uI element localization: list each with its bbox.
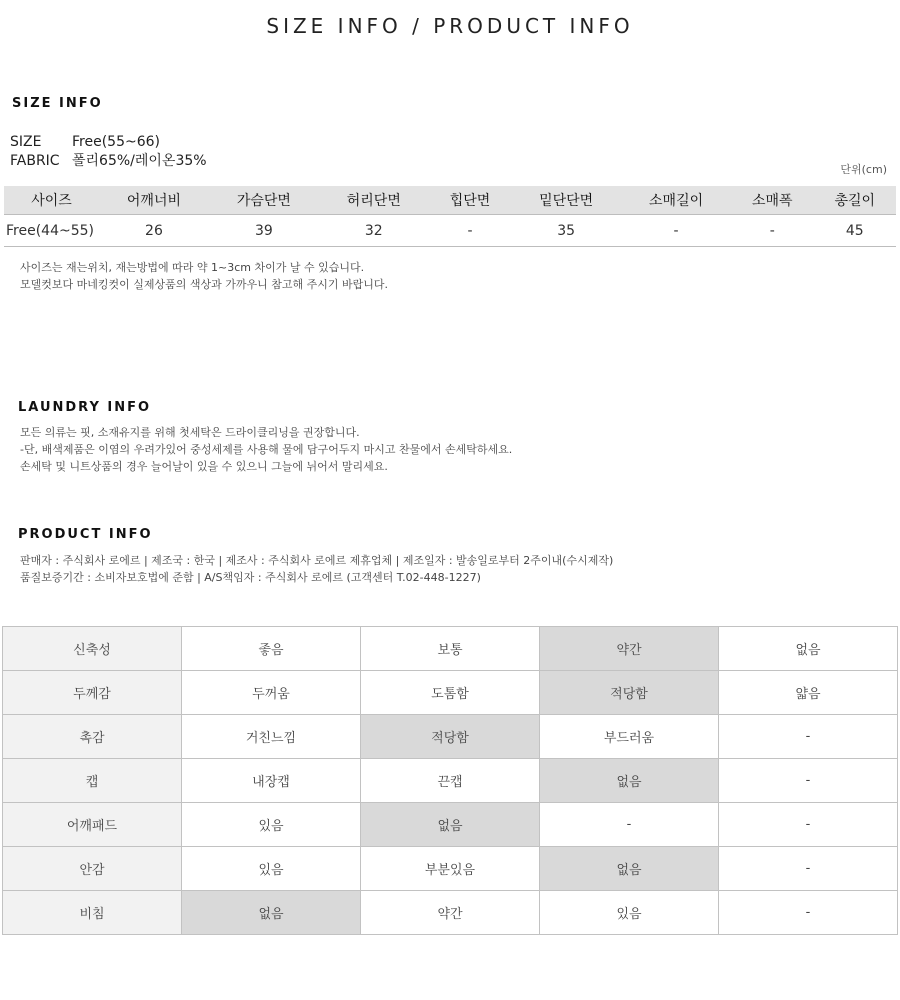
- attribute-name: 비침: [3, 891, 182, 935]
- header-cell: 허리단면: [319, 186, 429, 215]
- table-cell: 26: [99, 215, 209, 247]
- attribute-option: -: [540, 803, 719, 847]
- table-cell: -: [731, 215, 813, 247]
- header-cell: 밑단단면: [511, 186, 621, 215]
- attribute-name: 캡: [3, 759, 182, 803]
- unit-label: 단위(cm): [840, 163, 887, 176]
- product-line: 품질보증기간 : 소비자보호법에 준함 | A/S책임자 : 주식회사 로에르 (고객센터 T.02-448-1227): [20, 571, 481, 584]
- size-value: Free(55~66): [72, 134, 160, 150]
- attribute-row: [3, 803, 898, 847]
- attribute-row: [3, 847, 898, 891]
- attribute-option: 없음: [719, 627, 898, 671]
- attribute-option-selected: 약간: [540, 627, 719, 671]
- header-cell: 소매폭: [731, 186, 813, 215]
- attribute-option: -: [719, 891, 898, 935]
- attribute-option: 거친느낌: [182, 715, 361, 759]
- header-cell: 가슴단면: [209, 186, 319, 215]
- fabric-label: FABRIC: [10, 153, 60, 169]
- attribute-option: 있음: [540, 891, 719, 935]
- product-info-heading: PRODUCT INFO: [18, 527, 153, 542]
- attribute-row: [3, 715, 898, 759]
- attribute-option: -: [719, 759, 898, 803]
- attribute-option: 있음: [182, 847, 361, 891]
- attribute-option-selected: 없음: [540, 759, 719, 803]
- header-cell: 소매길이: [621, 186, 731, 215]
- size-table-header-row: [4, 186, 896, 215]
- laundry-info-heading: LAUNDRY INFO: [18, 400, 152, 415]
- attribute-option: 부분있음: [361, 847, 540, 891]
- header-cell: 사이즈: [4, 186, 99, 215]
- attribute-option: 얇음: [719, 671, 898, 715]
- fabric-value: 폴리65%/레이온35%: [72, 153, 207, 169]
- attribute-option: -: [719, 847, 898, 891]
- product-notes: [20, 552, 613, 586]
- attribute-option: 부드러움: [540, 715, 719, 759]
- laundry-notes: [20, 424, 512, 475]
- header-cell: 총길이: [813, 186, 896, 215]
- laundry-line: 손세탁 및 니트상품의 경우 늘어날이 있을 수 있으니 그늘에 뉘어서 말리세요.: [20, 460, 388, 473]
- table-cell: 32: [319, 215, 429, 247]
- page-title: SIZE INFO / PRODUCT INFO: [266, 14, 634, 38]
- attribute-option: 약간: [361, 891, 540, 935]
- attribute-option: -: [719, 715, 898, 759]
- attribute-row: [3, 891, 898, 935]
- attribute-option: 끈캡: [361, 759, 540, 803]
- size-spec: [10, 134, 160, 150]
- table-cell: -: [621, 215, 731, 247]
- size-table: [4, 186, 896, 247]
- attribute-option: 두꺼움: [182, 671, 361, 715]
- attribute-option: 도톰함: [361, 671, 540, 715]
- attribute-name: 신축성: [3, 627, 182, 671]
- attribute-option: 보통: [361, 627, 540, 671]
- table-cell: -: [429, 215, 511, 247]
- attribute-option-selected: 적당함: [361, 715, 540, 759]
- attribute-row: [3, 759, 898, 803]
- note-line: 모델컷보다 마네킹컷이 실제상품의 색상과 가까우니 참고해 주시기 바랍니다.: [20, 278, 389, 291]
- attribute-option-selected: 적당함: [540, 671, 719, 715]
- size-notes: [20, 259, 388, 293]
- attribute-grid: [2, 626, 898, 935]
- fabric-spec: [10, 150, 207, 170]
- table-row: [4, 215, 896, 247]
- table-cell: 39: [209, 215, 319, 247]
- attribute-name: 두께감: [3, 671, 182, 715]
- attribute-option: 있음: [182, 803, 361, 847]
- laundry-line: 모든 의류는 핏, 소재유지를 위해 첫세탁은 드라이클리닝을 권장합니다.: [20, 426, 360, 439]
- note-line: 사이즈는 재는위치, 재는방법에 따라 약 1~3cm 차이가 날 수 있습니다.: [20, 261, 365, 274]
- attribute-name: 안감: [3, 847, 182, 891]
- attribute-option: 내장캡: [182, 759, 361, 803]
- attribute-option-selected: 없음: [182, 891, 361, 935]
- size-label: SIZE: [10, 134, 42, 150]
- laundry-line: -단, 배색제품은 이염의 우려가있어 중성세제를 사용해 물에 담구어두지 마시고 찬물에서 손세탁하세요.: [20, 443, 513, 456]
- attribute-name: 어깨패드: [3, 803, 182, 847]
- attribute-row: [3, 627, 898, 671]
- attribute-option-selected: 없음: [540, 847, 719, 891]
- attribute-option-selected: 없음: [361, 803, 540, 847]
- header-cell: 어깨너비: [99, 186, 209, 215]
- header-cell: 힙단면: [429, 186, 511, 215]
- attribute-name: 촉감: [3, 715, 182, 759]
- attribute-option: -: [719, 803, 898, 847]
- product-line: 판매자 : 주식회사 로에르 | 제조국 : 한국 | 제조사 : 주식회사 로에르 제휴업체 | 제조일자 : 발송일로부터 2주이내(수시제작): [20, 554, 614, 567]
- table-cell: 35: [511, 215, 621, 247]
- table-cell: 45: [813, 215, 896, 247]
- attribute-row: [3, 671, 898, 715]
- size-info-heading: SIZE INFO: [12, 96, 103, 111]
- table-cell: Free(44~55): [4, 215, 99, 247]
- attribute-option: 좋음: [182, 627, 361, 671]
